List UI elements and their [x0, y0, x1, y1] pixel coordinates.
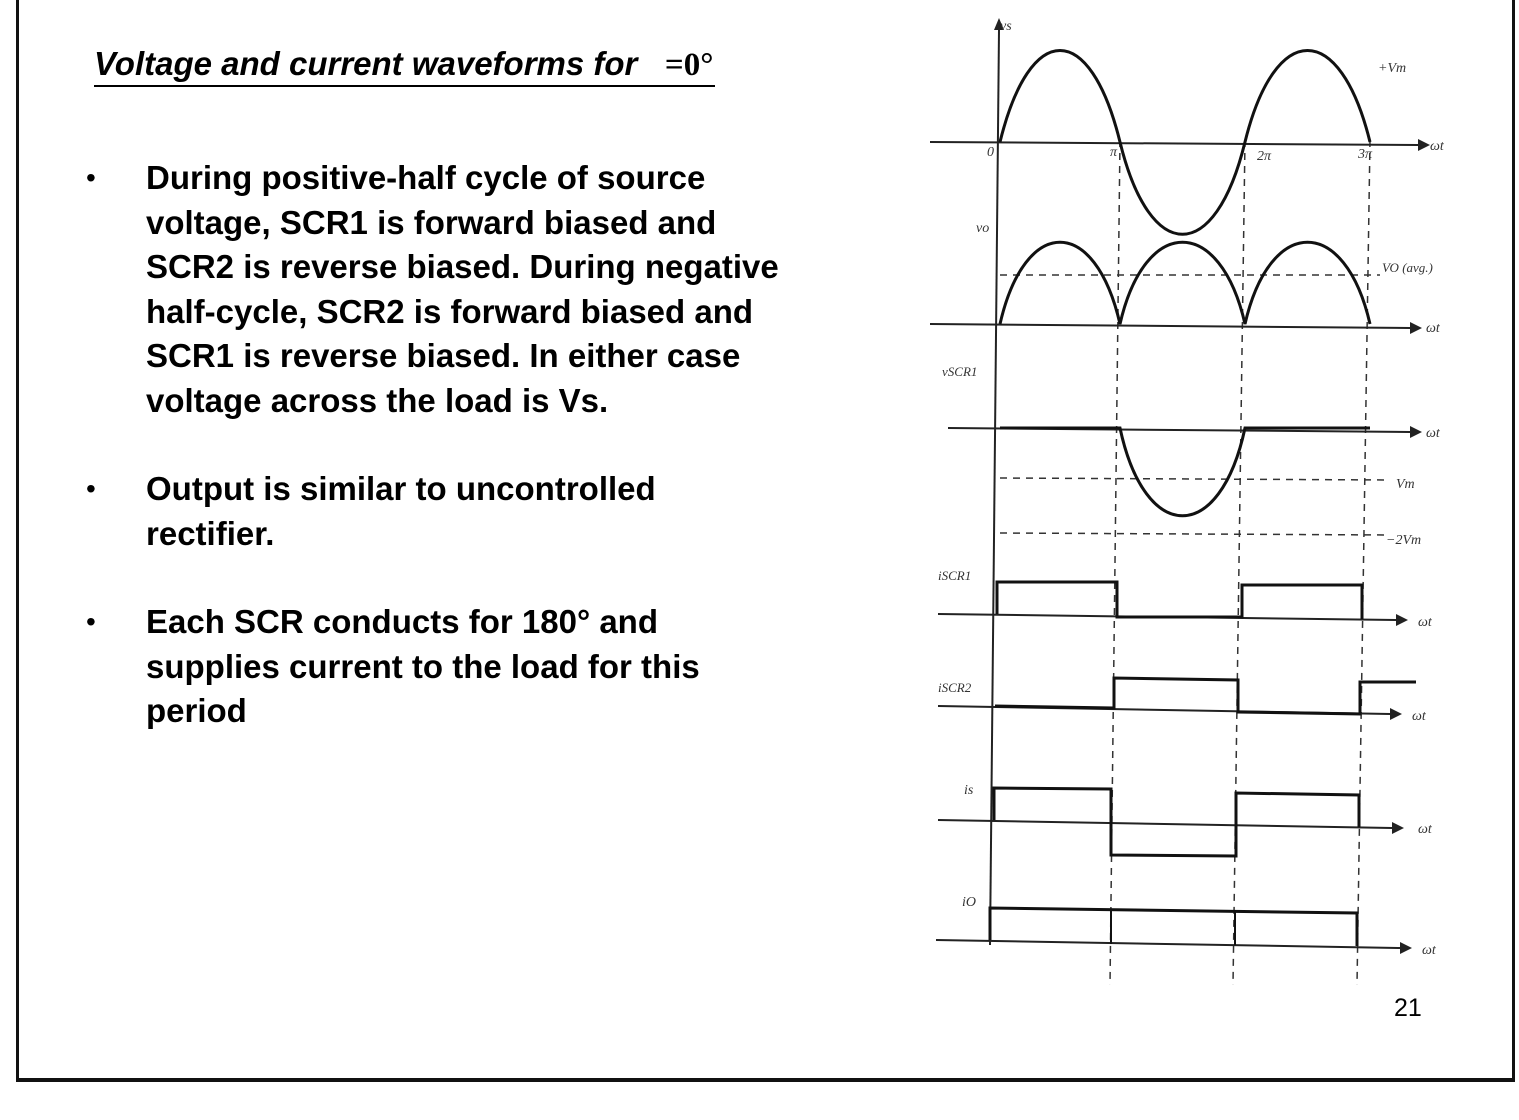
vm-level-line — [1000, 478, 1390, 480]
iscr1-label: iSCR1 — [938, 568, 972, 583]
bullet-text: During positive-half cycle of source voltage, SCR1 is forward biased and SCR2 is reverse biased. During negative half-cycle, SCR2 is forward biased and SCR1 is reverse biased. In either case voltage across the load is Vs. — [146, 159, 779, 419]
bullet-text: Output is similar to uncontrolled rectifier. — [146, 470, 656, 552]
wt-label: ωt — [1426, 321, 1440, 336]
vo-rectified-wave — [1000, 242, 1370, 324]
io-time-axis — [936, 940, 1400, 948]
title-text: Voltage and current waveforms for — [94, 45, 638, 82]
vo-plot — [930, 221, 1441, 336]
arrow-icon — [1392, 822, 1404, 834]
bullet-list — [84, 156, 784, 778]
vscr1-label: vSCR1 — [942, 364, 978, 379]
io-dc-wave — [990, 908, 1357, 946]
bullet-text: Each SCR conducts for 180° and supplies current to the load for this period — [146, 603, 700, 729]
arrow-icon — [1418, 139, 1430, 151]
tick-2pi: 2π — [1257, 149, 1272, 164]
vo-time-axis — [930, 324, 1410, 328]
arrow-icon — [1390, 708, 1402, 720]
arrow-icon — [1396, 614, 1408, 626]
is-time-axis — [938, 820, 1392, 828]
arrow-icon — [1400, 942, 1412, 954]
is-label: is — [964, 783, 974, 798]
bullet-item — [84, 467, 784, 556]
wt-label: ωt — [1418, 615, 1432, 630]
wt-label: ωt — [1418, 822, 1432, 837]
bullet-marker: • — [86, 473, 96, 504]
wt-label: ωt — [1426, 426, 1440, 441]
vm-label: Vm — [1396, 477, 1415, 492]
iscr2-label: iSCR2 — [938, 680, 972, 695]
iscr1-pulse-wave — [997, 582, 1362, 619]
iscr1-plot — [938, 568, 1433, 630]
vs-time-axis — [930, 142, 1418, 145]
bullet-marker: • — [86, 162, 96, 193]
vo-avg-label: VO (avg.) — [1382, 260, 1433, 275]
bullet-item — [84, 600, 784, 734]
bullet-item — [84, 156, 784, 423]
wt-label: ωt — [1412, 709, 1426, 724]
arrow-icon — [1410, 322, 1422, 334]
tick-0: 0 — [987, 145, 994, 160]
io-plot — [936, 895, 1437, 958]
tick-3pi: 3π — [1358, 147, 1373, 162]
neg-2vm-label: −2Vm — [1386, 533, 1422, 548]
wt-label: ωt — [1430, 139, 1444, 154]
vs-plot — [930, 19, 1445, 234]
vo-label: vo — [976, 221, 990, 236]
vscr1-wave — [1000, 428, 1370, 516]
phase-gridlines — [1110, 140, 1370, 985]
bullet-marker: • — [86, 606, 96, 637]
vm-positive-label: +Vm — [1378, 61, 1407, 76]
iscr2-plot — [938, 678, 1427, 724]
io-label: iO — [962, 895, 976, 910]
vs-label: vs — [1000, 19, 1012, 34]
title-alpha-value: =0° — [664, 47, 714, 83]
waveform-figure — [930, 0, 1450, 1000]
page-number: 21 — [1394, 994, 1422, 1022]
slide-title — [94, 44, 715, 87]
tick-pi: π — [1110, 145, 1118, 160]
wt-label: ωt — [1422, 943, 1436, 958]
arrow-icon — [1410, 426, 1422, 438]
neg-2vm-level-line — [1000, 533, 1390, 535]
